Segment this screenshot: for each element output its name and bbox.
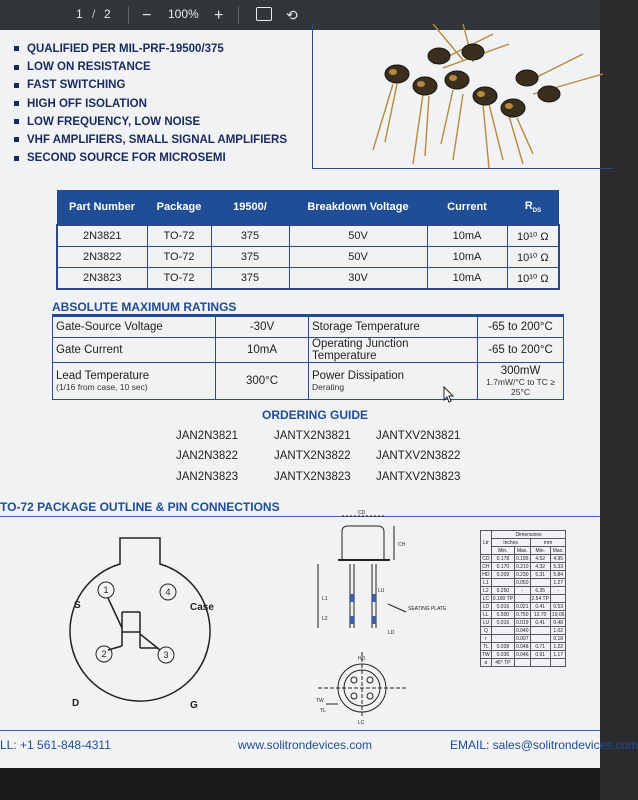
cell [550, 659, 566, 667]
cell: 4.32 [530, 563, 550, 571]
cell: 4.95 [550, 555, 566, 563]
cell: 0.53 [550, 603, 566, 611]
cell: 375 [211, 268, 289, 290]
page-number-input[interactable]: 1 [76, 7, 83, 21]
zoom-out-button[interactable]: − [142, 7, 152, 24]
col-header: Dimensions [491, 531, 566, 539]
toolbar-divider [128, 6, 129, 24]
col-header: Part Number [57, 190, 147, 225]
col-header: mm [530, 539, 566, 547]
feature-item: QUALIFIED PER MIL-PRF-19500/375 [14, 40, 287, 58]
cell [550, 595, 566, 603]
cell: 0.040 [515, 627, 529, 634]
table-header-row [481, 539, 566, 547]
cell: 0.18 [550, 635, 566, 643]
ordering-item: JANTX2N3823 [274, 471, 351, 483]
ordering-item: JANTX2N3821 [274, 430, 351, 442]
cell: 0.178 [491, 555, 514, 563]
cell: 50V [289, 247, 427, 268]
dim-label: CD [358, 510, 366, 516]
pdf-page [0, 30, 638, 800]
ordering-guide-title: ORDERING GUIDE [262, 408, 369, 422]
param-label: Power Dissipation Derating [309, 363, 478, 400]
jfet-symbol [108, 598, 160, 650]
cell: α [481, 659, 492, 667]
table-row [53, 317, 564, 338]
cell: CD [482, 555, 490, 562]
param-value: 10mA [216, 338, 309, 363]
bullet-icon [14, 46, 19, 51]
col-header: Breakdown Voltage [289, 190, 427, 225]
cell: 0.007 [515, 635, 529, 642]
table-row [481, 579, 566, 587]
cell [491, 635, 514, 643]
col-header: Max. [514, 547, 530, 555]
param-value: 300mW 1.7mW/°C to TC ≥ 25°C [478, 363, 564, 400]
cell: TO-72 [147, 225, 211, 247]
cell: 2N3823 [57, 268, 147, 290]
table-row [481, 603, 566, 611]
col-header: Min. [491, 547, 514, 555]
feature-item: LOW ON RESISTANCE [14, 58, 287, 76]
cell: 0.016 [491, 603, 514, 611]
cell: 0.500 [491, 611, 514, 619]
cell: - [514, 587, 530, 595]
cell: L1 [481, 579, 492, 587]
cell: TW [482, 651, 490, 658]
bullet-icon [14, 137, 19, 142]
param-label: Gate Current [53, 338, 216, 363]
param-label: Gate-Source Voltage [53, 317, 216, 338]
transistor-photo-image [313, 24, 613, 168]
cell: L2 [481, 587, 492, 595]
table-row [481, 555, 566, 563]
table-row [481, 643, 566, 651]
pin-label-s: S [74, 600, 81, 611]
pin-number: 4 [165, 587, 171, 597]
dimensions-body [481, 555, 566, 667]
cell: 0.170 [491, 563, 514, 571]
table-row [481, 627, 566, 635]
cell: TO-72 [147, 268, 211, 290]
toolbar-divider [238, 6, 239, 24]
cell: 5.84 [550, 571, 566, 579]
cell [530, 579, 550, 587]
cell: 12.70 [530, 611, 550, 619]
cell [514, 595, 530, 603]
col-header: 19500/ [211, 190, 289, 225]
col-header: Min. [530, 547, 550, 555]
ordering-item: JANTXV2N3822 [376, 450, 461, 462]
dim-label: TW [316, 698, 324, 704]
feature-item: HIGH OFF ISOLATION [14, 95, 287, 113]
cell: 0.230 [515, 571, 529, 578]
table-row [481, 611, 566, 619]
cell [530, 635, 550, 643]
table-row [57, 225, 559, 247]
cell: 10mA [427, 225, 507, 247]
cell: 0.021 [515, 603, 529, 610]
page-separator: / [92, 7, 96, 21]
table-header-row [481, 531, 566, 539]
cell: 0.028 [491, 643, 514, 651]
cell: 10¹⁰ Ω [507, 247, 559, 268]
cell: TL [481, 643, 492, 651]
dim-label: HD [358, 656, 366, 662]
footer-website[interactable]: www.solitrondevices.com [238, 738, 373, 752]
bullet-icon [14, 83, 19, 88]
param-value: -65 to 200°C [478, 338, 564, 363]
param-note: 1.7mW/°C to TC ≥ 25°C [486, 377, 555, 397]
cell: - [550, 587, 566, 595]
bullet-icon [14, 156, 19, 161]
col-header: Max. [550, 547, 566, 555]
dim-label: L1 [322, 596, 328, 602]
dim-label: LU [378, 588, 385, 594]
table-row [481, 619, 566, 627]
dim-label: CH [398, 542, 406, 548]
bullet-icon [14, 101, 19, 106]
pin-connection-diagram [60, 528, 220, 718]
param-value: -65 to 200°C [478, 317, 564, 338]
cell: 375 [211, 247, 289, 268]
ordering-item: JANTXV2N3823 [376, 471, 461, 483]
table-header-row [481, 547, 566, 555]
cell: 10¹⁰ Ω [507, 225, 559, 247]
param-value: 300°C [216, 363, 309, 400]
table-row [53, 363, 564, 400]
cell: 0.019 [515, 619, 529, 626]
table-row [481, 651, 566, 659]
cell: 10mA [427, 247, 507, 268]
pin-label-case: Case [190, 602, 214, 613]
dim-label: TL [320, 708, 326, 714]
part-number-table [56, 190, 560, 290]
ordering-item: JAN2N3823 [176, 471, 239, 483]
param-label: Operating Junction Temperature [309, 338, 478, 363]
param-label: Lead Temperature (1/16 from case, 10 sec) [53, 363, 216, 400]
cell: 1.02 [550, 627, 566, 635]
cell: 0.48 [550, 619, 566, 627]
cell: 45° TP [491, 659, 514, 667]
page-total: 2 [104, 7, 111, 21]
table-row [481, 587, 566, 595]
package-section-title: TO-72 PACKAGE OUTLINE & PIN CONNECTIONS [0, 500, 280, 514]
cell: LU [481, 619, 492, 627]
cell: 375 [211, 225, 289, 247]
cell: 0.71 [530, 643, 550, 651]
col-header: Current [427, 190, 507, 225]
cell: LD [481, 603, 492, 611]
cell: CH [482, 563, 490, 570]
dim-label: LD [388, 630, 395, 636]
cell: 0.016 [491, 619, 514, 627]
footer-phone: LL: +1 561-848-4311 [0, 738, 111, 752]
ordering-item: JANTX2N3822 [274, 450, 351, 462]
feature-item: SECOND SOURCE FOR MICROSEMI [14, 149, 287, 167]
table-row [481, 571, 566, 579]
cell: 0.050 [515, 579, 529, 586]
table-row [57, 247, 559, 268]
param-note: Derating [312, 382, 345, 392]
cell [514, 659, 530, 667]
cell: Q [481, 627, 492, 635]
feature-item: FAST SWITCHING [14, 76, 287, 94]
cell: LL [481, 611, 492, 619]
mouse-cursor-icon [443, 386, 455, 407]
fit-page-icon[interactable] [256, 7, 272, 21]
table-row [481, 595, 566, 603]
bullet-icon [14, 65, 19, 70]
cell: 50V [289, 225, 427, 247]
cell: 19.05 [551, 611, 565, 618]
cell: 0.41 [530, 603, 550, 611]
cell: 0.41 [530, 619, 550, 627]
product-photo [312, 24, 613, 169]
cell: 1.27 [550, 579, 566, 587]
param-value: -30V [216, 317, 309, 338]
cell: 4.52 [530, 555, 550, 563]
table-row [481, 563, 566, 571]
cell [530, 627, 550, 635]
pin-label-g: G [190, 700, 198, 711]
dim-label: L2 [322, 616, 328, 622]
cell: 0.210 [515, 563, 529, 570]
table-header-row [57, 190, 559, 225]
cell: 1.22 [550, 643, 566, 651]
zoom-in-button[interactable]: + [214, 7, 224, 24]
feature-item: VHF AMPLIFIERS, SMALL SIGNAL AMPLIFIERS [14, 131, 287, 149]
desk-edge [0, 768, 600, 800]
cell: 30V [289, 268, 427, 290]
mechanical-outline-diagram [298, 508, 468, 728]
divider [0, 730, 600, 731]
cell: 6.35 [530, 587, 550, 595]
pin-number: 1 [103, 585, 109, 595]
rotate-icon[interactable]: ⟲ [286, 7, 298, 23]
table-row [481, 635, 566, 643]
dimensions-table [480, 530, 566, 667]
cell: 0.750 [515, 611, 529, 618]
cell [530, 659, 550, 667]
cell: 10mA [427, 268, 507, 290]
cell: 0.91 [530, 651, 550, 659]
cell: 0.100 TP [492, 595, 513, 602]
cell: 2N3821 [57, 225, 147, 247]
zoom-level[interactable]: 100% [168, 7, 199, 21]
cell: 0.046 [515, 651, 529, 658]
cell: TO-72 [147, 247, 211, 268]
table-row [481, 659, 566, 667]
dim-label: SEATING PLATE [408, 606, 447, 612]
cell [491, 579, 514, 587]
cell: 5.33 [550, 563, 566, 571]
cell: 0.036 [491, 651, 514, 659]
table-row [57, 268, 559, 290]
col-header: $R_{DS}$ [507, 190, 559, 225]
cell: 1.17 [550, 651, 566, 659]
bullet-icon [14, 119, 19, 124]
footer-email[interactable]: EMAIL: sales@solitrondevices.com [450, 738, 638, 752]
cell: 10¹⁰ Ω [507, 268, 559, 290]
table-row [53, 338, 564, 363]
cell: HD [482, 571, 490, 578]
amr-title: ABSOLUTE MAXIMUM RATINGS [52, 300, 237, 314]
param-label: Storage Temperature [309, 317, 478, 338]
ordering-item: JANTXV2N3821 [376, 430, 461, 442]
dim-label: LC [358, 720, 365, 726]
feature-item: LOW FREQUENCY, LOW NOISE [14, 113, 287, 131]
col-header: Package [147, 190, 211, 225]
ordering-item: JAN2N3821 [176, 430, 239, 442]
ordering-item: JAN2N3822 [176, 450, 239, 462]
cell [491, 627, 514, 635]
cell: 5.31 [530, 571, 550, 579]
pin-label-d: D [72, 698, 80, 709]
cell: 0.048 [515, 643, 529, 650]
cell: 0.250 [491, 587, 514, 595]
cell: LC [481, 595, 492, 603]
col-header: Inches [491, 539, 530, 547]
cell: r [481, 635, 492, 643]
cell: 0.195 [515, 555, 529, 562]
cell: 0.209 [491, 571, 514, 579]
amr-table [52, 316, 564, 400]
feature-list [14, 40, 287, 167]
pin-number: 2 [101, 649, 107, 659]
cell: 2N3822 [57, 247, 147, 268]
param-note: (1/16 from case, 10 sec) [56, 382, 148, 392]
pin-number: 3 [163, 650, 169, 660]
cell: 2.54 TP [531, 595, 549, 602]
col-header: Ltr [481, 531, 492, 555]
